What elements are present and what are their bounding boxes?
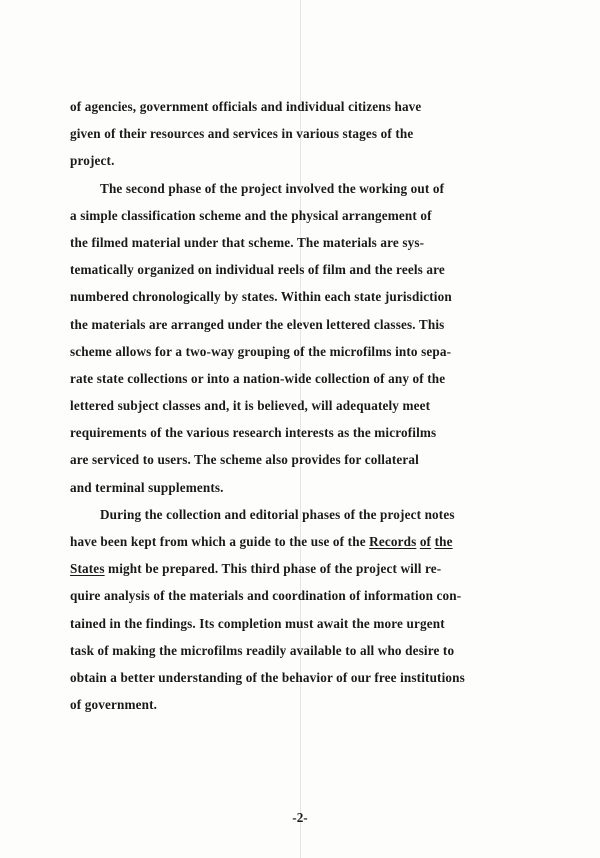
text-line: rate state collections or into a nation-wide collection of any of the [70, 370, 446, 386]
text-fragment: might be prepared. This third phase of the project will re- [104, 561, 442, 577]
text-line: quire analysis of the materials and coordination of information con- [70, 588, 462, 604]
body-text [70, 93, 540, 718]
text-line: a simple classification scheme and the physical arrangement of [70, 207, 432, 223]
text-line [70, 555, 540, 582]
text-line: task of making the microfilms readily available to all who desire to [70, 642, 455, 658]
text-line: given of their resources and services in various stages of the [70, 126, 414, 142]
text-line: scheme allows for a two-way grouping of the microfilms into sepa- [70, 343, 452, 359]
text-line: and terminal supplements. [70, 479, 224, 495]
text-line [70, 528, 540, 555]
text-line: lettered subject classes and, it is believed, will adequately meet [70, 398, 431, 414]
page-number: -2- [292, 810, 308, 825]
title-states: States [70, 561, 105, 577]
text-line: the materials are arranged under the eleven lettered classes. This [70, 316, 445, 332]
title-the: the [434, 534, 453, 549]
title-records: Records [369, 534, 417, 549]
text-line: During the collection and editorial phases of the project notes [100, 506, 455, 522]
text-line: the filmed material under that scheme. The materials are sys- [70, 234, 425, 250]
text-line: The second phase of the project involved the working out of [100, 180, 445, 196]
text-line: are serviced to users. The scheme also provides for collateral [70, 452, 419, 468]
text-line: numbered chronologically by states. Within each state jurisdiction [70, 289, 452, 305]
text-line: project. [70, 153, 115, 169]
paragraph-3 [70, 501, 540, 719]
title-of: of [419, 534, 432, 549]
text-line: of agencies, government officials and individual citizens have [70, 99, 422, 114]
text-line: tematically organized on individual reels of film and the reels are [70, 262, 445, 278]
text-line: of government. [70, 697, 158, 713]
paragraph-1 [70, 93, 540, 175]
text-fragment: have been kept from which a guide to the use of the [70, 534, 370, 549]
paragraph-2 [70, 175, 540, 501]
text-line: requirements of the various research interests as the microfilms [70, 425, 437, 441]
text-line: obtain a better understanding of the behavior of our free institutions [70, 669, 465, 685]
text-line: tained in the findings. Its completion must await the more urgent [70, 615, 445, 631]
